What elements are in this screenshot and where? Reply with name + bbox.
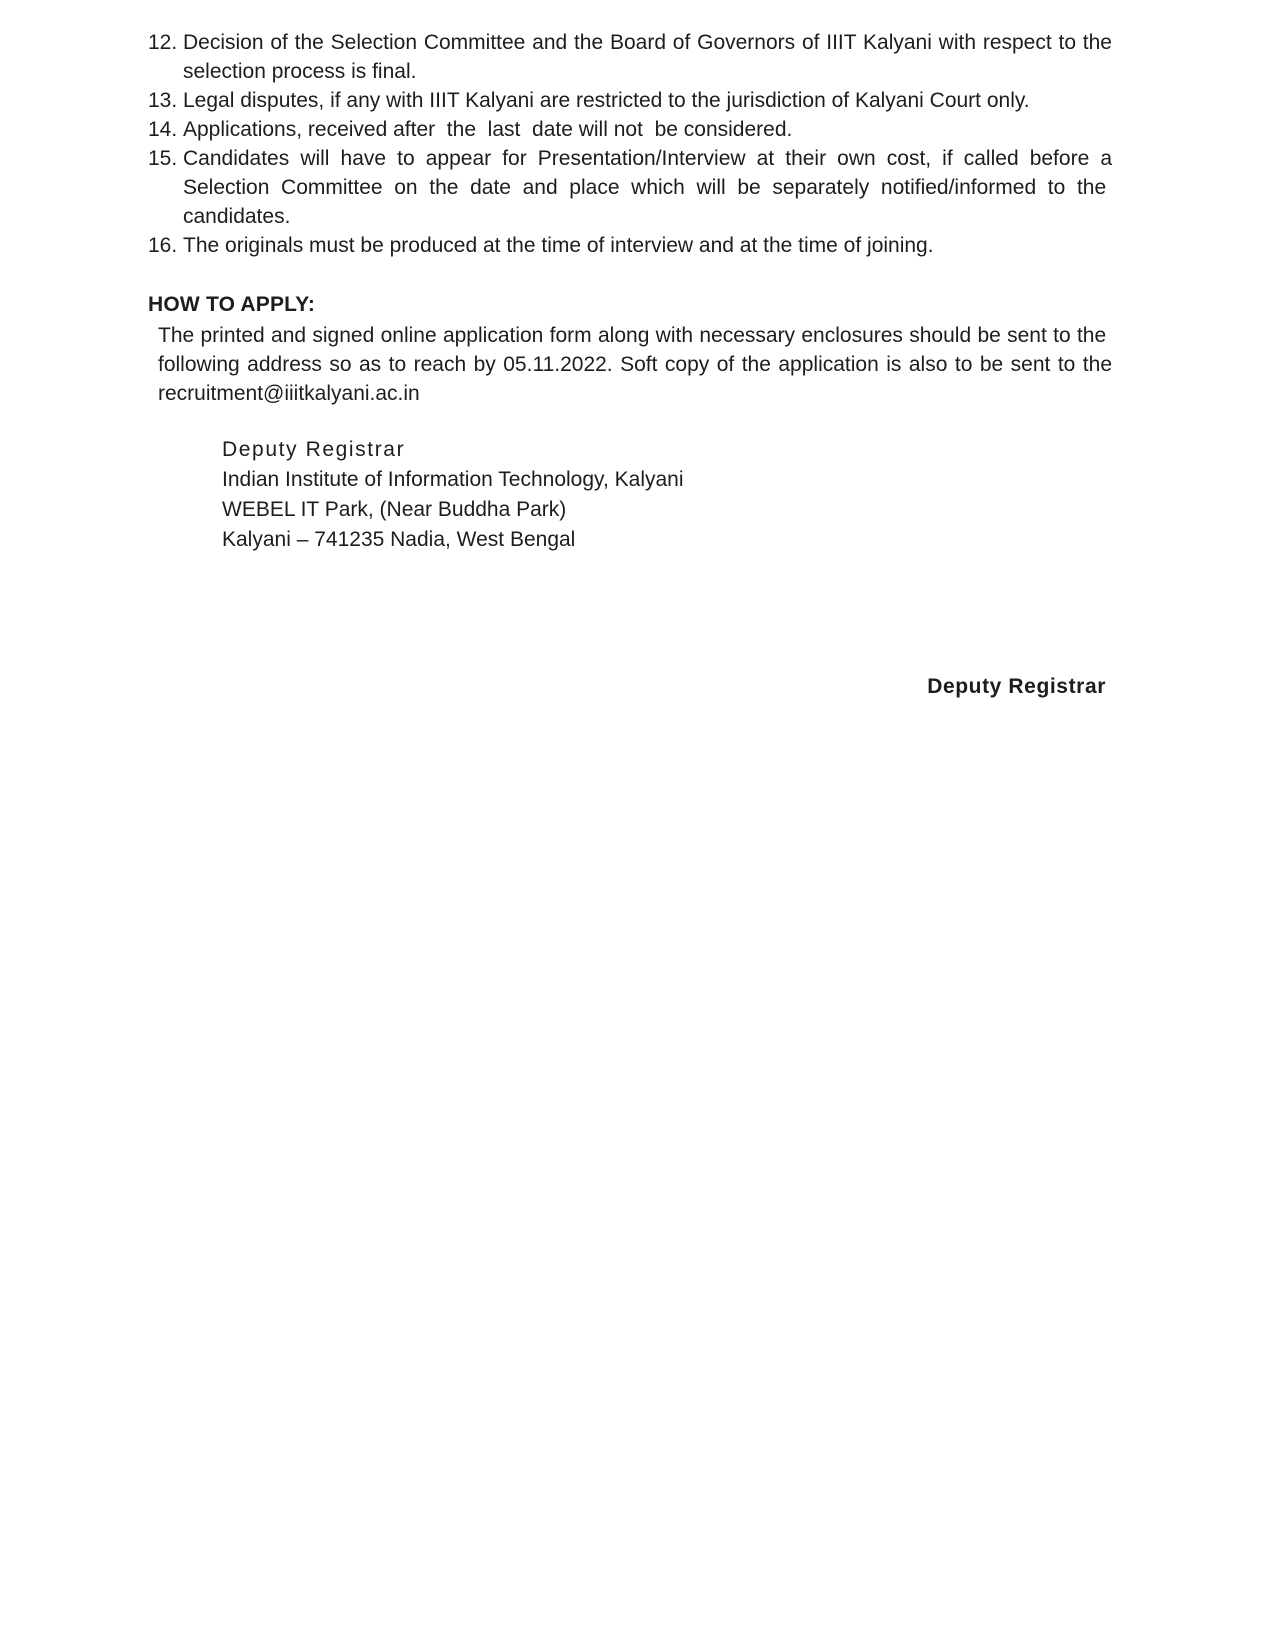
list-item-number: 12.	[148, 31, 178, 54]
list-item-text: The originals must be produced at the time of interview and at the time of joining.	[183, 234, 934, 257]
list-item	[148, 144, 1112, 231]
list-item	[148, 28, 1112, 86]
numbered-list	[148, 28, 1112, 260]
list-item	[148, 86, 1112, 115]
address-line: Indian Institute of Information Technology, Kalyani	[222, 468, 684, 491]
list-item-text: Candidates will have to appear for Presentation/Interview at their own cost, if called before a Selection Committee on the date and place which will be separately notified/informed to the candidates.	[183, 147, 1112, 228]
list-item-text: Decision of the Selection Committee and the Board of Governors of IIIT Kalyani with respect to the selection process is final.	[183, 31, 1112, 83]
list-item	[148, 115, 1112, 144]
address-line: Deputy Registrar	[222, 438, 406, 461]
address-line: WEBEL IT Park, (Near Buddha Park)	[222, 498, 567, 521]
address-line: Kalyani – 741235 Nadia, West Bengal	[222, 528, 576, 551]
how-to-apply-heading: HOW TO APPLY:	[148, 293, 316, 316]
list-item-text: Legal disputes, if any with IIIT Kalyani are restricted to the jurisdiction of Kalyani Court only.	[183, 89, 1030, 112]
list-item	[148, 231, 1112, 260]
list-item-number: 15.	[148, 147, 178, 170]
signature-deputy-registrar: Deputy Registrar	[927, 675, 1106, 698]
list-item-number: 13.	[148, 89, 178, 112]
list-item-text: Applications, received after the last date will not be considered.	[183, 118, 793, 141]
list-item-number: 14.	[148, 118, 178, 141]
list-item-number: 16.	[148, 234, 178, 257]
address-block	[222, 435, 1112, 555]
how-to-apply-paragraph: The printed and signed online application form along with necessary enclosures should be sent to the following address so as to reach by 05.11.2022. Soft copy of the application is also to be sent to the recruitment@iiitkalyani.ac.in	[158, 324, 1112, 405]
